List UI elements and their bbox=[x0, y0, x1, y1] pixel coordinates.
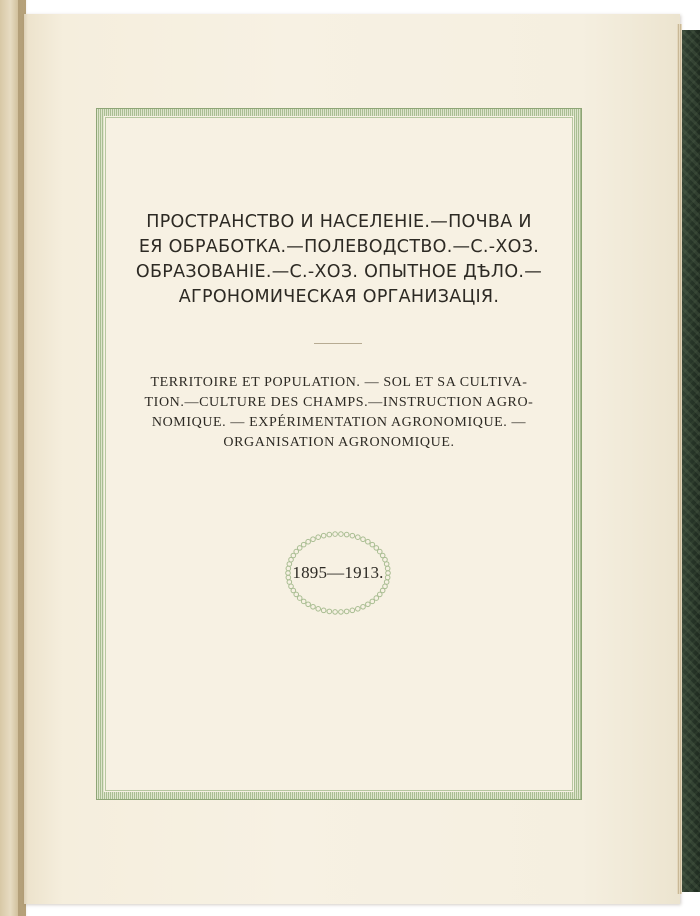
bead bbox=[316, 535, 321, 540]
bead bbox=[311, 537, 316, 542]
gutter-shadow bbox=[18, 0, 28, 916]
bead bbox=[350, 608, 355, 613]
russian-title-line: АГРОНОМИЧЕСКАЯ ОРГАНИЗАЦІЯ. bbox=[178, 287, 500, 307]
french-title-line: NOMIQUE. — EXPÉRIMENTATION AGRONOMIQUE. — bbox=[151, 415, 527, 430]
russian-title-line: ЕЯ ОБРАБОТКА.—ПОЛЕВОДСТВО.—С.-ХОЗ. bbox=[138, 237, 540, 257]
bead bbox=[344, 532, 349, 537]
bead bbox=[350, 533, 355, 538]
french-title-line: ORGANISATION AGRONOMIQUE. bbox=[223, 435, 455, 450]
french-title-line: TERRITOIRE ET POPULATION. — SOL ET SA CULTIVA- bbox=[150, 375, 528, 390]
bead bbox=[301, 542, 306, 547]
bead bbox=[311, 604, 316, 609]
french-title-line: TION.—CULTURE DES CHAMPS.—INSTRUCTION AGRO- bbox=[144, 395, 534, 410]
bead bbox=[327, 609, 332, 614]
bead bbox=[333, 532, 338, 537]
page-edge-stack bbox=[677, 24, 682, 894]
bead bbox=[374, 596, 379, 601]
bead bbox=[361, 537, 366, 542]
russian-title-line: ПРОСТРАНСТВО И НАСЕЛЕНІЕ.—ПОЧВА И bbox=[146, 212, 532, 232]
russian-title bbox=[116, 210, 562, 310]
bead bbox=[370, 599, 375, 604]
french-title bbox=[116, 373, 562, 453]
bead bbox=[297, 546, 302, 551]
bead bbox=[321, 608, 326, 613]
years-label: 1895—1913. bbox=[292, 563, 384, 582]
bead bbox=[356, 535, 361, 540]
bead bbox=[321, 533, 326, 538]
bead bbox=[316, 607, 321, 612]
bead bbox=[306, 602, 311, 607]
section-divider bbox=[314, 343, 362, 344]
russian-title-line: ОБРАЗОВАНІЕ.—С.-ХОЗ. ОПЫТНОЕ ДѢЛО.— bbox=[135, 262, 543, 282]
bead bbox=[370, 542, 375, 547]
bead bbox=[339, 610, 344, 615]
bead bbox=[339, 532, 344, 537]
bead bbox=[344, 609, 349, 614]
bead bbox=[301, 599, 306, 604]
bead bbox=[361, 604, 366, 609]
bead bbox=[333, 610, 338, 615]
bead bbox=[366, 539, 371, 544]
book-cover-edge bbox=[680, 30, 700, 892]
bead bbox=[306, 539, 311, 544]
bead bbox=[356, 607, 361, 612]
bead bbox=[366, 602, 371, 607]
bead bbox=[327, 532, 332, 537]
